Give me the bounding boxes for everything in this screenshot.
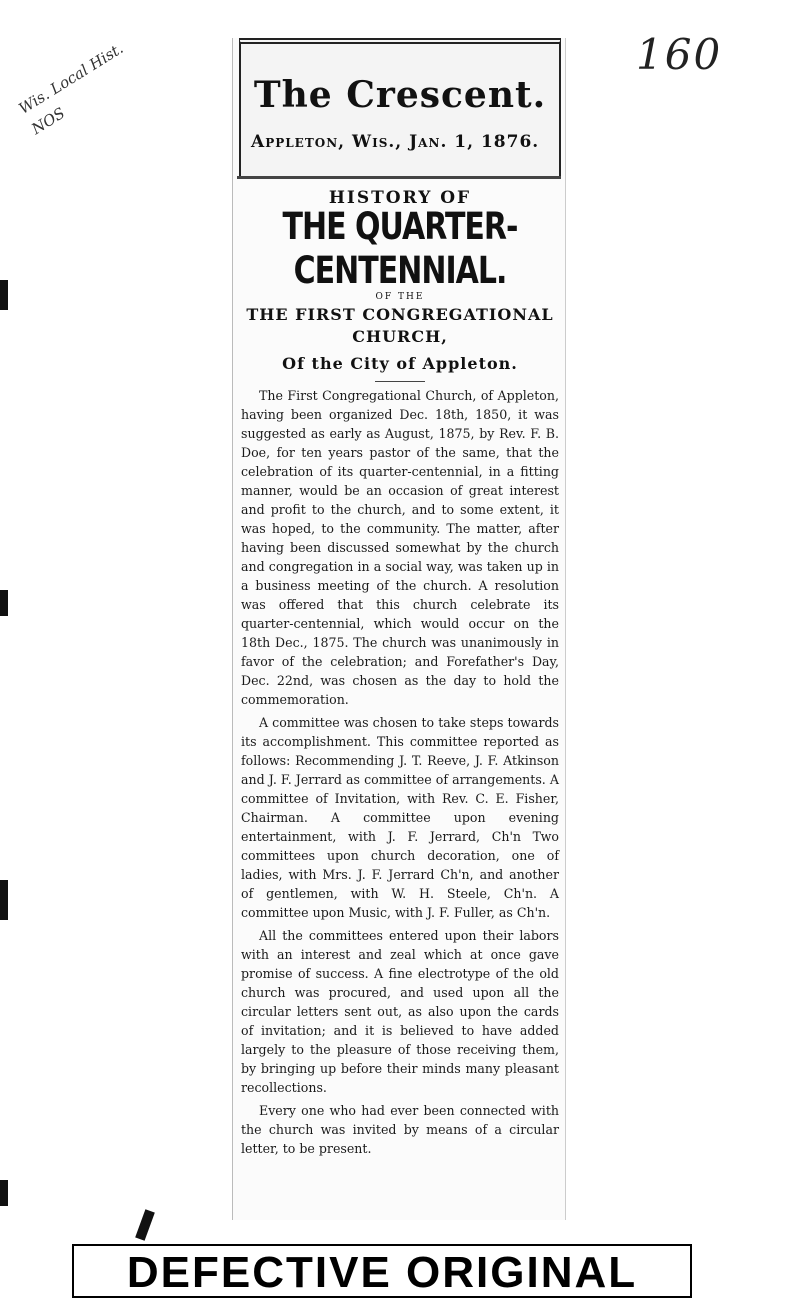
scan-edge-mark <box>0 590 8 616</box>
heading-history-of: HISTORY OF <box>328 188 472 208</box>
scan-edge-mark <box>0 880 8 920</box>
heading-church: THE FIRST CONGREGATIONAL CHURCH, <box>246 305 554 346</box>
banner-label: DEFECTIVE ORIGINAL <box>126 1248 638 1297</box>
heading-of-the: OF THE <box>375 292 425 302</box>
heading-city: Of the City of Appleton. <box>282 354 518 373</box>
scan-artifact <box>135 1209 155 1241</box>
handwritten-page-number: 160 <box>636 30 723 79</box>
article-paragraph: Every one who had ever been connected with the church was invited by means of a circular letter, to be present. <box>241 1103 559 1156</box>
heading-quarter-centennial: THE QUARTER-CENTENNIAL. <box>282 205 518 293</box>
newspaper-clipping <box>232 38 566 1220</box>
handwritten-note: Wis. Local Hist. NOS <box>15 39 127 139</box>
scan-edge-mark <box>0 1180 8 1206</box>
article <box>241 186 559 1162</box>
scan-edge-mark <box>0 280 8 310</box>
masthead <box>239 38 561 178</box>
dateline: Appleton, Wis., Jan. 1, 1876. <box>251 132 540 152</box>
masthead-rule <box>237 176 561 179</box>
article-paragraph: The First Congregational Church, of Appleton, having been organized Dec. 18th, 1850, it was suggested as early as August, 1875, by Rev. F. B. Doe, for ten years pastor of the same, that the celebration of its quarter-centennial, in a fitting manner, would be an occasion of great interest and profit to the church, and to some extent, it was hoped, to the community. The matter, after having been discussed somewhat by the church and congregation in a social way, was taken up in a business meeting of the church. A resolution was offered that this church celebrate its quarter-centennial, which would occur on the 18th Dec., 1875. The church was unanimously in favor of the celebration; and Forefather's Day, Dec. 22nd, was chosen as the day to hold the commemoration. <box>241 388 559 707</box>
masthead-title: The Crescent. <box>253 74 547 116</box>
article-paragraph: A committee was chosen to take steps towards its accomplishment. This committee reported as follows: Recommending J. T. Reeve, J. F. Atkinson and J. F. Jerrard as committee of arrangements. A committee of Invitation, with Rev. C. E. Fisher, Chairman. A committee upon evening entertainment, with J. F. Jerrard, Ch'n Two committees upon church decoration, one of ladies, with Mrs. J. F. Jerrard Ch'n, and another of gentlemen, with W. H. Steele, Ch'n. A committee upon Music, with J. F. Fuller, as Ch'n. <box>241 715 559 920</box>
article-paragraph: All the committees entered upon their labors with an interest and zeal which at once gave promise of success. A fine electrotype of the old church was procured, and used upon all the circular letters sent out, as also upon the cards of invitation; and it is believed to have added largely to the pleasure of those receiving them, by bringing up before their minds many pleasant recollections. <box>241 928 559 1095</box>
defective-original-banner <box>72 1244 692 1298</box>
heading-divider <box>375 381 425 382</box>
